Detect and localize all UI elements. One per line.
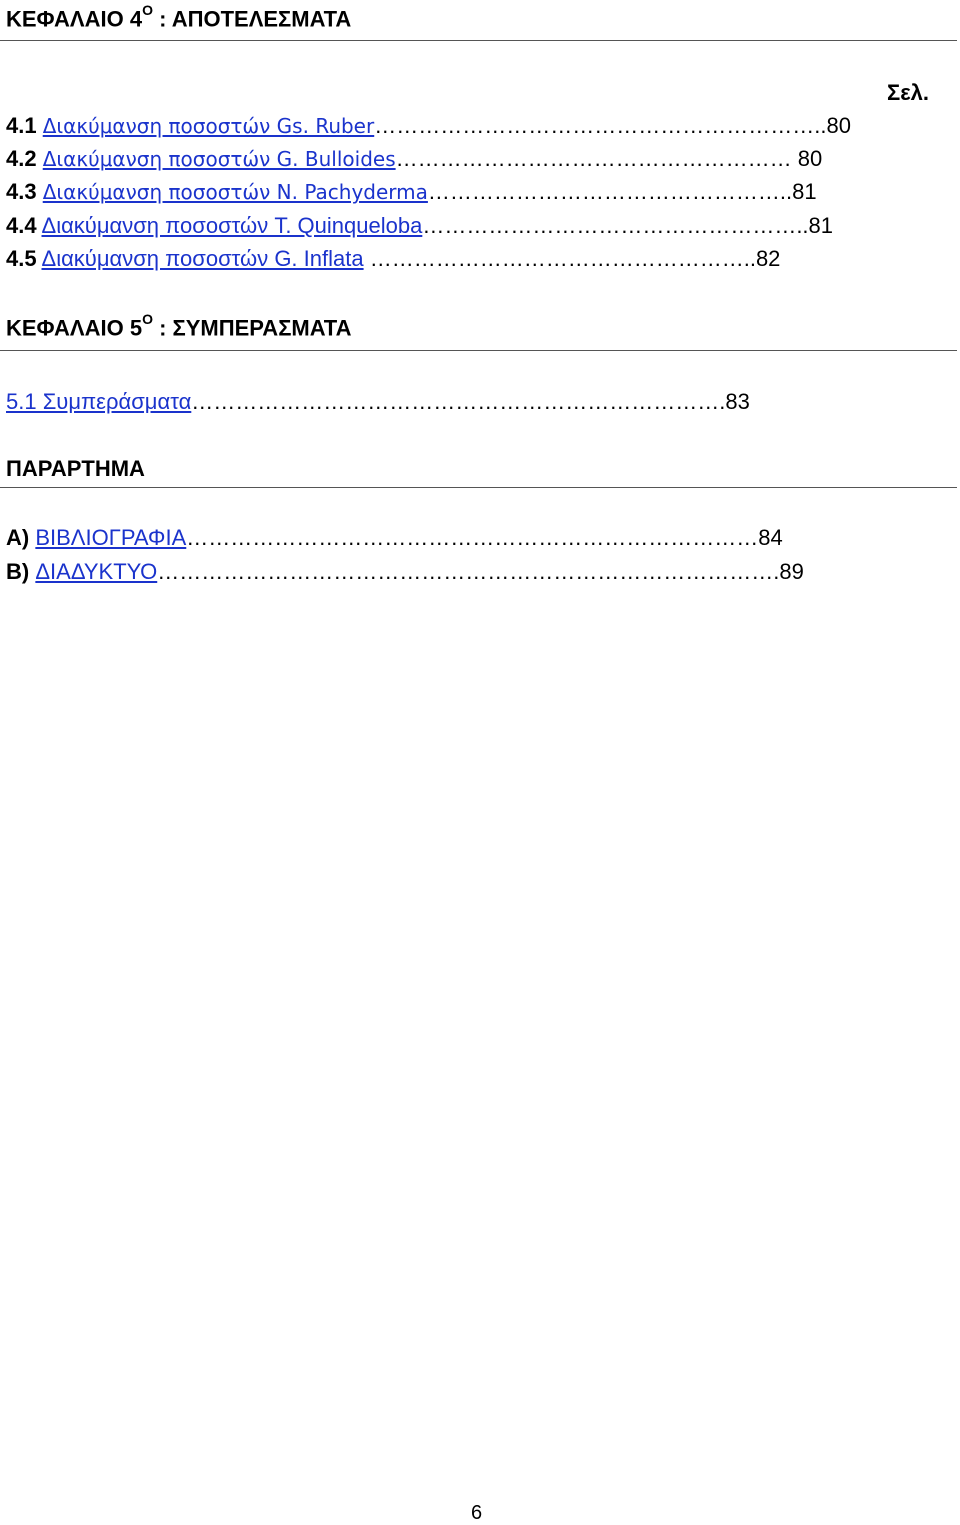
chapter4-title-sup: Ο — [142, 2, 153, 18]
entry-leader: …………………………………………………………………………. — [157, 559, 780, 584]
chapter4-title-pre: ΚΕΦΑΛΑΙΟ 4 — [6, 6, 143, 32]
page-number: 6 — [471, 1502, 483, 1524]
entry-number: 4.2 — [6, 146, 37, 171]
chapter5-divider — [0, 350, 957, 351]
entry-page: 81 — [808, 213, 834, 238]
entry-leader: …………………………………………………….. — [374, 113, 827, 138]
toc-entry-appendix-a — [6, 525, 783, 551]
entry-leader: …………………………………………….. — [422, 213, 809, 238]
page-column-label: Σελ. — [887, 80, 929, 105]
entry-page: 89 — [779, 559, 804, 584]
chapter5-title-post: : ΣΥΜΠΕΡΑΣΜΑΤΑ — [152, 315, 352, 341]
entry-leader: ……………………………………………… — [395, 146, 798, 171]
entry-link[interactable]: ΔΙΑΔΥΚΤΥΟ — [35, 559, 158, 584]
entry-number: 4.3 — [6, 179, 37, 204]
entry-link[interactable]: Διακύμανση ποσοστών Gs. Ruber — [42, 114, 375, 138]
entry-leader: ………………………………………….. — [427, 179, 793, 204]
entry-link[interactable]: Διακύμανση ποσοστών G. Inflata — [41, 246, 364, 271]
entry-number: A) — [6, 525, 30, 550]
entry-number: 4.1 — [6, 113, 37, 138]
entry-page: 81 — [792, 179, 817, 204]
toc-entry-appendix-b — [6, 559, 804, 585]
toc-entry-4-4 — [6, 213, 833, 239]
entry-leader: ………………………………………………………………. — [191, 389, 726, 414]
chapter5-heading — [6, 311, 352, 341]
entry-number: 4.5 — [6, 246, 37, 271]
toc-entry-4-2 — [6, 146, 822, 172]
entry-link[interactable]: Διακύμανση ποσοστών G. Bulloides — [42, 147, 396, 171]
entry-page: 83 — [725, 389, 750, 414]
entry-link[interactable]: Διακύμανση ποσοστών T. Quinqueloba — [41, 213, 423, 238]
entry-link[interactable]: Διακύμανση ποσοστών N. Pachyderma — [42, 180, 428, 204]
entry-page: 82 — [755, 246, 781, 271]
entry-leader: …………………………………………………………………… — [186, 525, 759, 550]
entry-page: 80 — [797, 146, 823, 171]
entry-leader: …………………………………………….. — [363, 246, 756, 271]
appendix-divider — [0, 487, 957, 488]
toc-entry-4-3 — [6, 179, 817, 205]
chapter5-title-pre: ΚΕΦΑΛΑΙΟ 5 — [6, 315, 143, 341]
entry-number: 4.4 — [6, 213, 37, 238]
entry-page: 84 — [758, 525, 783, 550]
entry-page: 80 — [826, 113, 851, 138]
entry-link[interactable]: ΒΙΒΛΙΟΓΡΑΦΙΑ — [35, 525, 187, 550]
toc-entry-5-1 — [6, 389, 750, 415]
chapter4-divider — [0, 40, 957, 41]
chapter4-title-post: : ΑΠΟΤΕΛΕΣΜΑΤΑ — [152, 6, 352, 32]
chapter4-heading — [6, 2, 352, 32]
entry-number: B) — [6, 559, 30, 584]
toc-entry-4-1 — [6, 113, 851, 139]
toc-entry-4-5 — [6, 246, 780, 272]
appendix-heading: ΠΑΡΑΡΤΗΜΑ — [6, 456, 145, 481]
chapter5-title-sup: Ο — [142, 311, 153, 327]
entry-link[interactable]: 5.1 Συμπεράσματα — [6, 389, 192, 414]
